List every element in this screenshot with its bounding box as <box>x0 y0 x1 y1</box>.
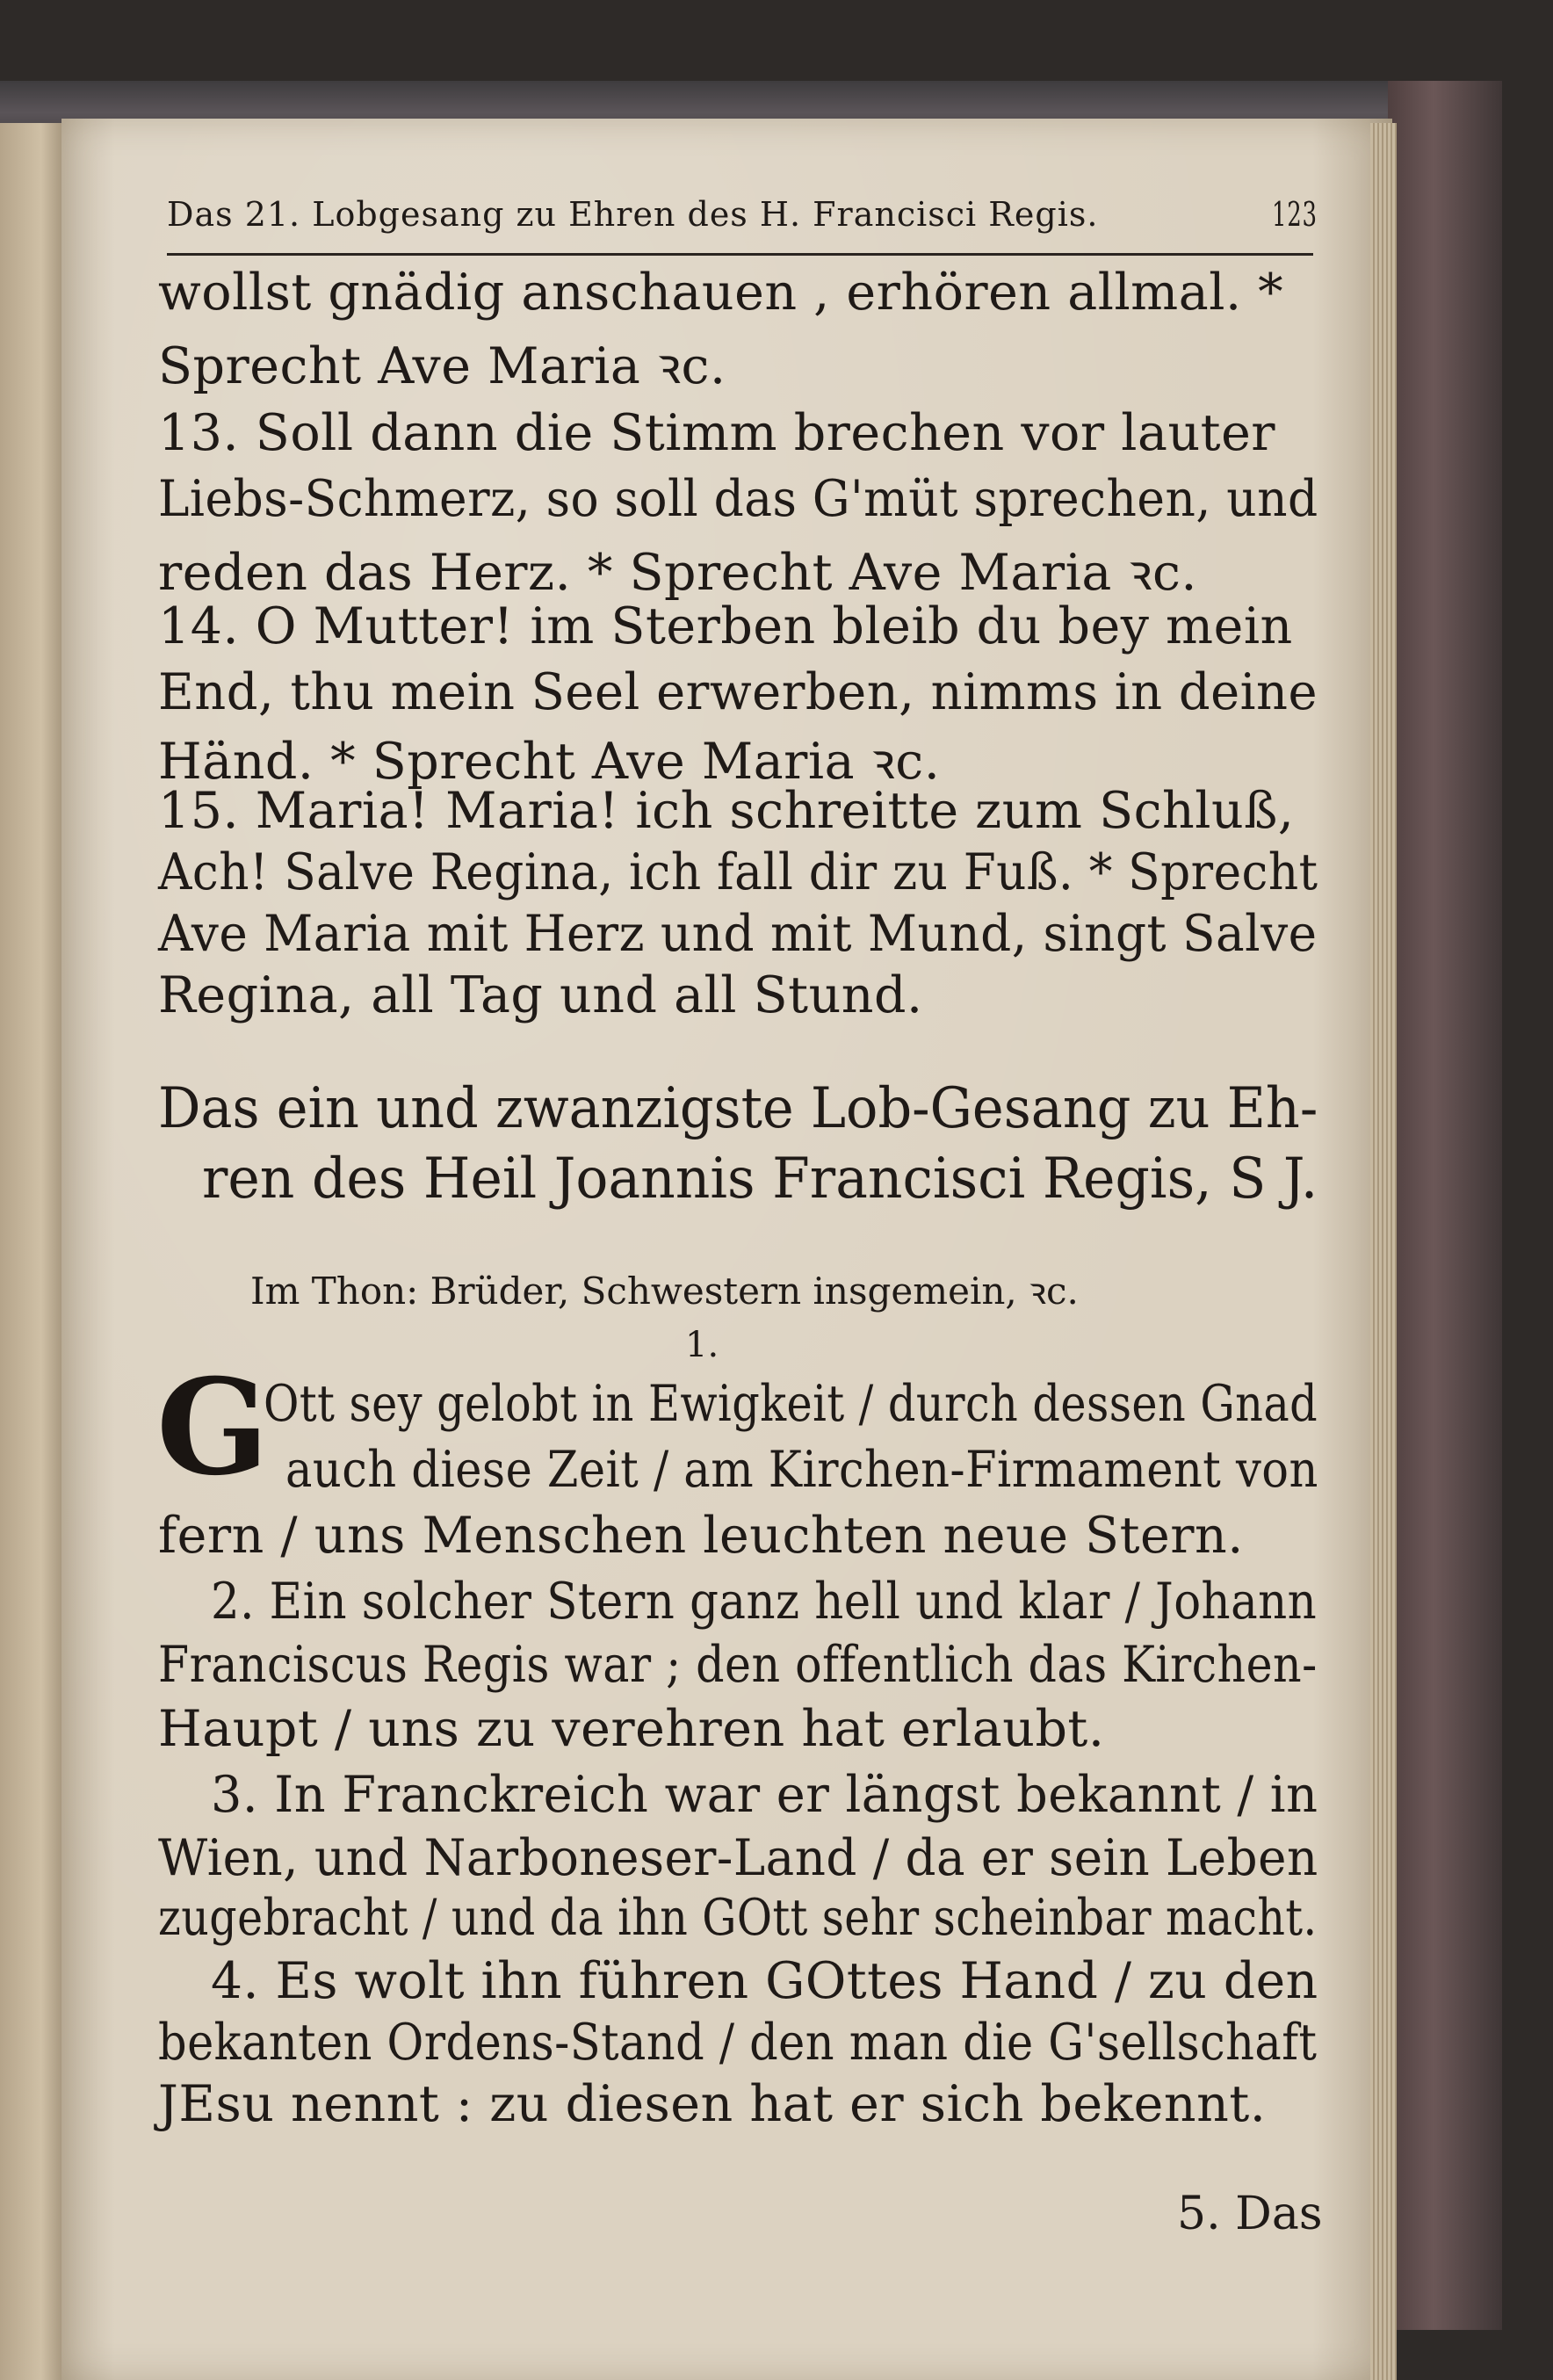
stanza-number: 1. <box>685 1325 719 1365</box>
text-line: auch diese Zeit / am Kirchen-Firmament von <box>285 1441 1318 1499</box>
drop-capital: G <box>156 1350 270 1505</box>
text-line: End, thu mein Seel erwerben, nimms in deine <box>158 663 1318 721</box>
text-line: 14. O Mutter! im Sterben bleib du bey mein <box>158 597 1293 655</box>
text-line: Franciscus Regis war ; den offentlich das Kirchen- <box>158 1636 1318 1694</box>
text-line: bekanten Ordens-Stand / den man die G'sellschaft <box>158 2014 1318 2072</box>
text-line: Regina, all Tag und all Stund. <box>158 966 923 1024</box>
text-line: 15. Maria! Maria! ich schreitte zum Schluß, <box>158 782 1295 840</box>
text-line: Sprecht Ave Maria ꝛc. <box>158 337 726 395</box>
text-line: Liebs-Schmerz, so soll das G'müt sprechen, und <box>158 470 1318 528</box>
text-line: 4. Es wolt ihn führen GOttes Hand / zu den <box>211 1952 1318 2010</box>
text-line: Ach! Salve Regina, ich fall dir zu Fuß. * Sprecht <box>158 843 1318 901</box>
text-line: Händ. * Sprecht Ave Maria ꝛc. <box>158 733 941 791</box>
text-line: JEsu nennt : zu diesen hat er sich bekennt. <box>158 2075 1267 2133</box>
text-line: reden das Herz. * Sprecht Ave Maria ꝛc. <box>158 544 1198 602</box>
facing-page-edge <box>0 123 69 2380</box>
page-number: 123 <box>1272 195 1318 234</box>
text-line: Ott sey gelobt in Ewigkeit / durch dessen Gnad <box>264 1375 1318 1433</box>
text-line: 13. Soll dann die Stimm brechen vor lauter <box>158 404 1276 462</box>
catchword: 5. Das <box>1177 2188 1323 2240</box>
text-line: Ave Maria mit Herz und mit Mund, singt Salve <box>158 905 1318 963</box>
text-line: 2. Ein solcher Stern ganz hell und klar / Johann <box>211 1573 1318 1631</box>
text-line: Haupt / uns zu verehren hat erlaubt. <box>158 1700 1105 1758</box>
text-line: zugebracht / und da ihn GOtt sehr scheinbar macht. <box>158 1889 1318 1947</box>
song-title-line: Das ein und zwanzigste Lob-Gesang zu Eh- <box>158 1076 1318 1141</box>
text-line: 3. In Franckreich war er längst bekannt / in <box>211 1766 1318 1824</box>
song-title-line: ren des Heil Joannis Francisci Regis, S J. <box>202 1147 1318 1212</box>
text-line: wollst gnädig anschauen , erhören allmal. * <box>158 264 1284 322</box>
tune-indication: Im Thon: Brüder, Schwestern insgemein, ꝛc. <box>250 1270 1079 1313</box>
text-line: Wien, und Narboneser-Land / da er sein Leben <box>158 1829 1318 1887</box>
header-rule <box>167 253 1313 256</box>
book-cover-right <box>1388 81 1502 2330</box>
running-title: Das 21. Lobgesang zu Ehren des H. Francisci Regis. <box>167 195 1099 234</box>
text-line: fern / uns Menschen leuchten neue Stern. <box>158 1507 1244 1565</box>
page-block-edges <box>1370 123 1397 2380</box>
